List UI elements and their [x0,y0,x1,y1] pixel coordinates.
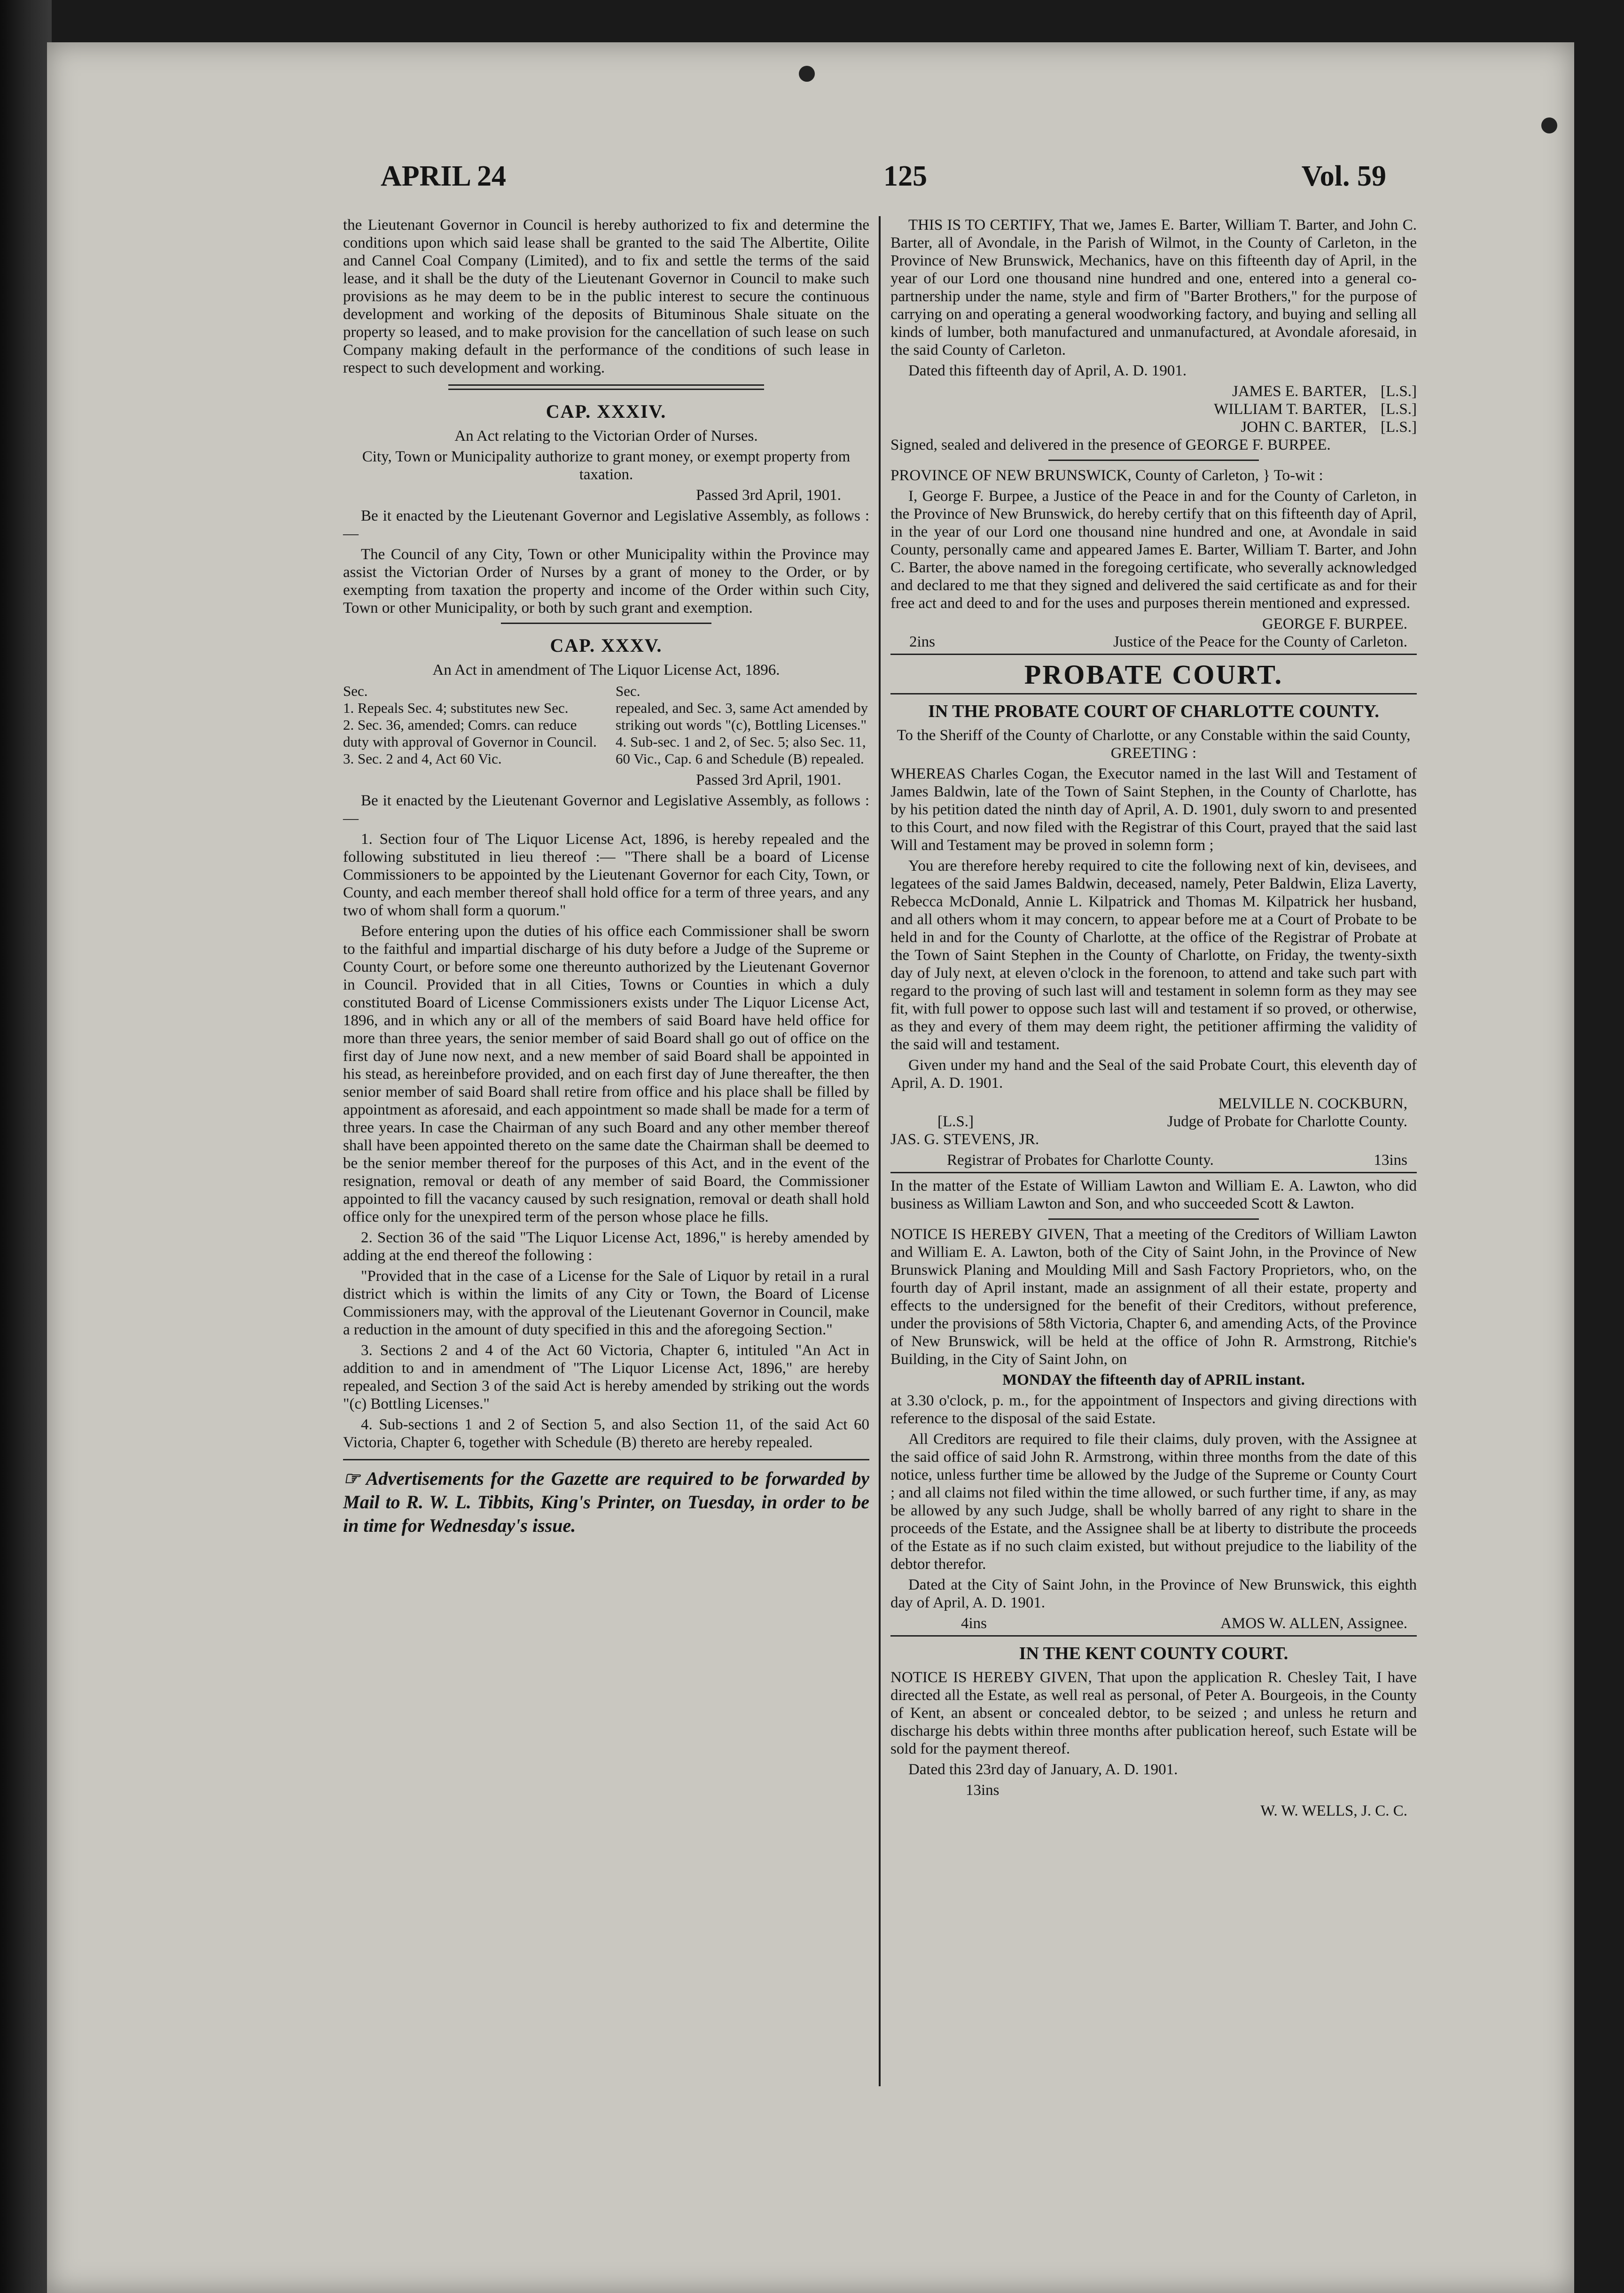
jp-signature: GEORGE F. BURPEE. [1262,616,1407,632]
column-divider [879,216,881,2086]
cap34-enact: Be it enacted by the Lieutenant Governor and Legislative Assembly, as follows :— [343,507,869,542]
punch-hole [799,66,815,82]
meeting-date: MONDAY the fifteenth day of APRIL instant. [1002,1372,1305,1388]
assignee-name: AMOS W. ALLEN, Assignee. [1220,1615,1407,1632]
divider [890,654,1417,655]
page-header [329,160,1424,202]
judge-row [890,1113,1417,1131]
certificate: THIS IS TO CERTIFY, That we, James E. Barter, William T. Barter, and John C. Barter, all of Avondale, in the Parish of Wilmot, in the County of Carleton, in the Province of New Brunswick, Mechanics, have on this fifteenth day of April, in the year of our Lord one thousand nine hundred and one, entered into a general co-partnership under the name, style and firm of "Barter Brothers," for the purpose of carrying on and operating a general woodworking factory, and buying and selling all kinds of lumber, both manufactured and unmanufactured, at Avondale aforesaid, in the said County of Carleton. [890,217,1417,359]
divider [890,693,1417,694]
insertions: 13ins [966,1782,999,1799]
seal: [L.S.] [1381,401,1417,418]
seal: [L.S.] [1381,383,1417,400]
given-under-hand: Given under my hand and the Seal of the said Probate Court, this eleventh day of April, A. D. 1901. [890,1057,1417,1092]
divider [501,623,711,624]
jp-footer [890,633,1417,651]
cap35-act: An Act in amendment of The Liquor License Act, 1896. [432,662,780,679]
section-2b: "Provided that in the case of a License for the Sale of Liquor by retail in a rural district which is within the limits of any City or Town, the Board of License Commissioners may, with the approval of the Lieutenant Governor in Council, make a reduction in the amount of duty specified in this and the aforegoing Section." [343,1268,869,1338]
punch-hole [1541,117,1557,133]
clerk-signature: W. W. WELLS, J. C. C. [1260,1802,1407,1819]
citation: You are therefore hereby required to cite the following next of kin, devisees, and legatees of the said James Baldwin, deceased, namely, Peter Baldwin, Eliza Laverty, Rebecca McDonald, Annie L. Kilpatrick and Thomas M. Kilpatrick her husband, and all others whom it may concern, to appear before me at a Court of Probate to be held in and for the County of Charlotte, at the office of the Registrar of Probate at the Town of Saint Stephen in the County of Charlotte, on Friday, the twenty-sixth day of July next, at eleven o'clock in the forenoon, to attend and take such part with regard to the proving of such last will and testament in solemn form as they may see fit, with full power to oppose such last will and testament if so proved, or otherwise, as they and every of them may deem right, the petitioner affirming the validity of the said will and testament. [890,858,1417,1053]
divider [1048,1218,1259,1220]
left-column [343,216,869,1540]
section-summary [343,683,869,767]
signature-row [890,382,1417,400]
divider [448,384,764,390]
sec-label: Sec. [343,683,368,699]
signature: WILLIAM T. BARTER, [1214,401,1366,418]
registrar-row [890,1151,1417,1169]
jp-title: Justice of the Peace for the County of Carleton. [1113,633,1407,650]
judge-title: Judge of Probate for Charlotte County. [1167,1113,1407,1130]
sec-left: 1. Repeals Sec. 4; substitutes new Sec. 2. Sec. 36, amended; Comrs. can reduce duty with approval of Governor in Council. 3. Sec. 2 and 4, Act 60 Vic. [343,700,597,767]
probate-address: To the Sheriff of the County of Charlotte, or any Constable within the said County, GREETING : [897,727,1411,762]
right-column [890,216,1417,1820]
cap34-sub: City, Town or Municipality authorize to grant money, or exempt property from taxation. [362,448,851,483]
assignment-date: Dated at the City of Saint John, in the Province of New Brunswick, this eighth day of April, A. D. 1901. [890,1576,1417,1611]
whereas: WHEREAS Charles Cogan, the Executor named in the last Will and Testament of James Baldwin, late of the Town of Saint Stephen, in the County of Charlotte, has by his petition dated the ninth day of April, A. D. 1901, duly sworn to and presented to this Court, and now filed with the Registrar of this Court, prayed that the said last Will and Testament may be proved in solemn form ; [890,765,1417,854]
divider [1048,460,1259,461]
cap34-passed: Passed 3rd April, 1901. [696,487,841,504]
signature: JAMES E. BARTER, [1232,383,1366,400]
divider [890,1635,1417,1637]
judge-name: MELVILLE N. COCKBURN, [1218,1095,1407,1112]
cap35-enact: Be it enacted by the Lieutenant Governor and Legislative Assembly, as follows :— [343,792,869,827]
section-2: 2. Section 36 of the said "The Liquor License Act, 1896," is hereby amended by adding at the end thereof the following : [343,1229,869,1264]
signature-row [890,418,1417,436]
meeting-time: at 3.30 o'clock, p. m., for the appointment of Inspectors and giving directions with reference to the disposal of the said Estate. [890,1392,1417,1427]
registrar-name: JAS. G. STEVENS, JR. [890,1131,1039,1148]
insertions: 4ins [961,1615,987,1632]
seal: [L.S.] [937,1113,974,1130]
cap34-title: CAP. XXXIV. [546,401,667,422]
jp-certificate: I, George F. Burpee, a Justice of the Peace in and for the County of Carleton, in the Province of New Brunswick, do hereby certify that on this fifteenth day of April, in the year of our Lord one thousand nine hundred and one, at Avondale in said County, personally came and appeared James E. Barter, William T. Barter, and John C. Barter, the above named in the foregoing certificate, who severally acknowledged and declared to me that they signed and delivered the said certificate as and for their free act and deed to and for the uses and purposes therein mentioned and expressed. [890,488,1417,612]
signature-row [890,400,1417,418]
cap35-passed: Passed 3rd April, 1901. [696,772,841,788]
registrar-title: Registrar of Probates for Charlotte County. [947,1152,1214,1169]
insertions: 2ins [909,633,936,650]
divider [890,1172,1417,1173]
cap34-act: An Act relating to the Victorian Order of Nurses. [454,428,758,445]
section-4: 4. Sub-sections 1 and 2 of Section 5, and also Section 11, of the said Act 60 Victoria, Chapter 6, together with Schedule (B) thereto are hereby repealed. [343,1416,869,1451]
signed-sealed: Signed, sealed and delivered in the presence of GEORGE F. BURPEE. [890,437,1331,453]
probate-court-heading: IN THE PROBATE COURT OF CHARLOTTE COUNTY. [928,702,1379,721]
sec-label: Sec. [616,683,640,699]
header-date: APRIL 24 [381,160,506,192]
province: PROVINCE OF NEW BRUNSWICK, County of Carleton, } To-wit : [890,467,1323,484]
seizure-notice: NOTICE IS HEREBY GIVEN, That upon the application R. Chesley Tait, I have directed all the Estate, as well real as personal, of Peter A. Bourgeois, in the County of Kent, an absent or concealed debtor, to be seized ; and unless he return and discharge his debts within three months after publication hereof, such Estate will be sold for the payment thereof. [890,1669,1417,1757]
scan-border [0,0,52,2293]
signature: JOHN C. BARTER, [1241,419,1366,436]
claims-notice: All Creditors are required to file their claims, duly proven, with the Assignee at the said office of said John R. Armstrong, within three months from the date of this notice, unless further time be allowed by the Judge of the Supreme or County Court ; and all claims not filed within the time allowed, or such further time, if any, as may be allowed by any such Judge, shall be wholly barred of any right to share in the proceeds of the Estate, and the Assignee shall be at liberty to distribute the proceeds of the Estate as if no such claim existed, but without prejudice to the liability of the debtor therefor. [890,1431,1417,1573]
section-3: 3. Sections 2 and 4 of the Act 60 Victoria, Chapter 6, intituled "An Act in addition to and in amendment of "The Liquor License Act, 1896," are hereby repealed, and Section 3 of the said Act is hereby amended by striking out the words "(c) Bottling Licenses." [343,1342,869,1412]
seizure-date: Dated this 23rd day of January, A. D. 1901. [908,1761,1178,1778]
lease-paragraph: the Lieutenant Governor in Council is hereby authorized to fix and determine the conditions upon which said lease shall be granted to the said The Albertite, Oilite and Cannel Coal Company (Limited), and to fix and settle the terms of the said lease, and it shall be the duty of the Lieutenant Governor in Council to make such provisions as he may deem to be in the public interest to secure the continuous development and working of the deposits of Bituminous Shale situate on the property so leased, and to make provision for the cancellation of such lease on such Company making default in the performance of the conditions of such lease in respect to such development and working. [343,217,869,376]
probate-heading: PROBATE COURT. [1024,659,1283,690]
seal: [L.S.] [1381,419,1417,436]
volume: Vol. 59 [1301,160,1386,192]
section-1b: Before entering upon the duties of his office each Commissioner shall be sworn to the faithful and impartial discharge of his duty before a Judge of the Supreme or County Court, or before some one thereunto authorized by the Lieutenant Governor in Council. Provided that in all Cities, Towns or Counties in which a duly constituted Board of License Commissioners exists under The Liquor License Act, 1896, and in which any or all of the members of said Board have held office for more than three years, the senior member of said Board shall go out of office on the first day of June now next, and a new member of said Board shall be appointed in his stead, as hereinbefore provided, and on each first day of June thereafter, the then senior member of said Board shall retire from office and his place shall be filled by appointment as aforesaid, and each appointment so made shall be made for a term of three years. In case the Chairman of any such Board and any other member thereof shall have been appointed thereto on the same date the Chairman shall be deemed to be the senior member thereof for the purposes of this Act, and in the event of the resignation, removal or death of any member of said Board, the Commissioner appointed to fill the vacancy caused by such resignation, removal or death shall hold office only for the unexpired term of the person whose place he fills. [343,923,869,1225]
kent-court-heading: IN THE KENT COUNTY COURT. [1019,1644,1288,1663]
certificate-date: Dated this fifteenth day of April, A. D. 1901. [908,362,1187,379]
cap34-body: The Council of any City, Town or other Municipality within the Province may assist the Victorian Order of Nurses by a grant of money to the Order, or by exempting from taxation the property and income of the Order within such City, Town or other Municipality, or both by such grant and exemption. [343,546,869,616]
estate-matter: In the matter of the Estate of William Lawton and William E. A. Lawton, who did business as William Lawton and Son, and who succeeded Scott & Lawton. [890,1178,1417,1212]
section-1: 1. Section four of The Liquor License Act, 1896, is hereby repealed and the following substituted in lieu thereof :— "There shall be a board of License Commissioners to be appointed by the Lieutenant Governor for each City, Town, or County, and each member thereof shall hold office for a term of three years, and any two of whom shall form a quorum." [343,831,869,919]
insertions: 13ins [1374,1152,1407,1169]
sec-right: repealed, and Sec. 3, same Act amended by striking out words "(c), Bottling Licenses." 4. Sub-sec. 1 and 2, of Sec. 5; also Sec. 11, 60 Vic., Cap. 6 and Schedule (B) repealed. [616,700,868,767]
page-number: 125 [883,160,927,192]
creditors-notice: NOTICE IS HEREBY GIVEN, That a meeting of the Creditors of William Lawton and William E. A. Lawton, both of the City of Saint John, in the Province of New Brunswick Planing and Moulding Mill and Sash Factory Proprietors, who, on the fourth day of April instant, made an assignment of all their estate, property and effects to the undersigned for the benefit of their Creditors, without preference, under the provisions of 58th Victoria, Chapter 6, and amending Acts, of the Province of New Brunswick, will be held at the office of John R. Armstrong, Ritchie's Building, in the City of Saint John, on [890,1226,1417,1368]
cap35-title: CAP. XXXV. [550,635,663,656]
assignee-row [890,1614,1417,1632]
advertisement-notice: ☞ Advertisements for the Gazette are required to be forwarded by Mail to R. W. L. Tibbits, King's Printer, on Tuesday, in order to be in time for Wednesday's issue. [343,1459,869,1537]
